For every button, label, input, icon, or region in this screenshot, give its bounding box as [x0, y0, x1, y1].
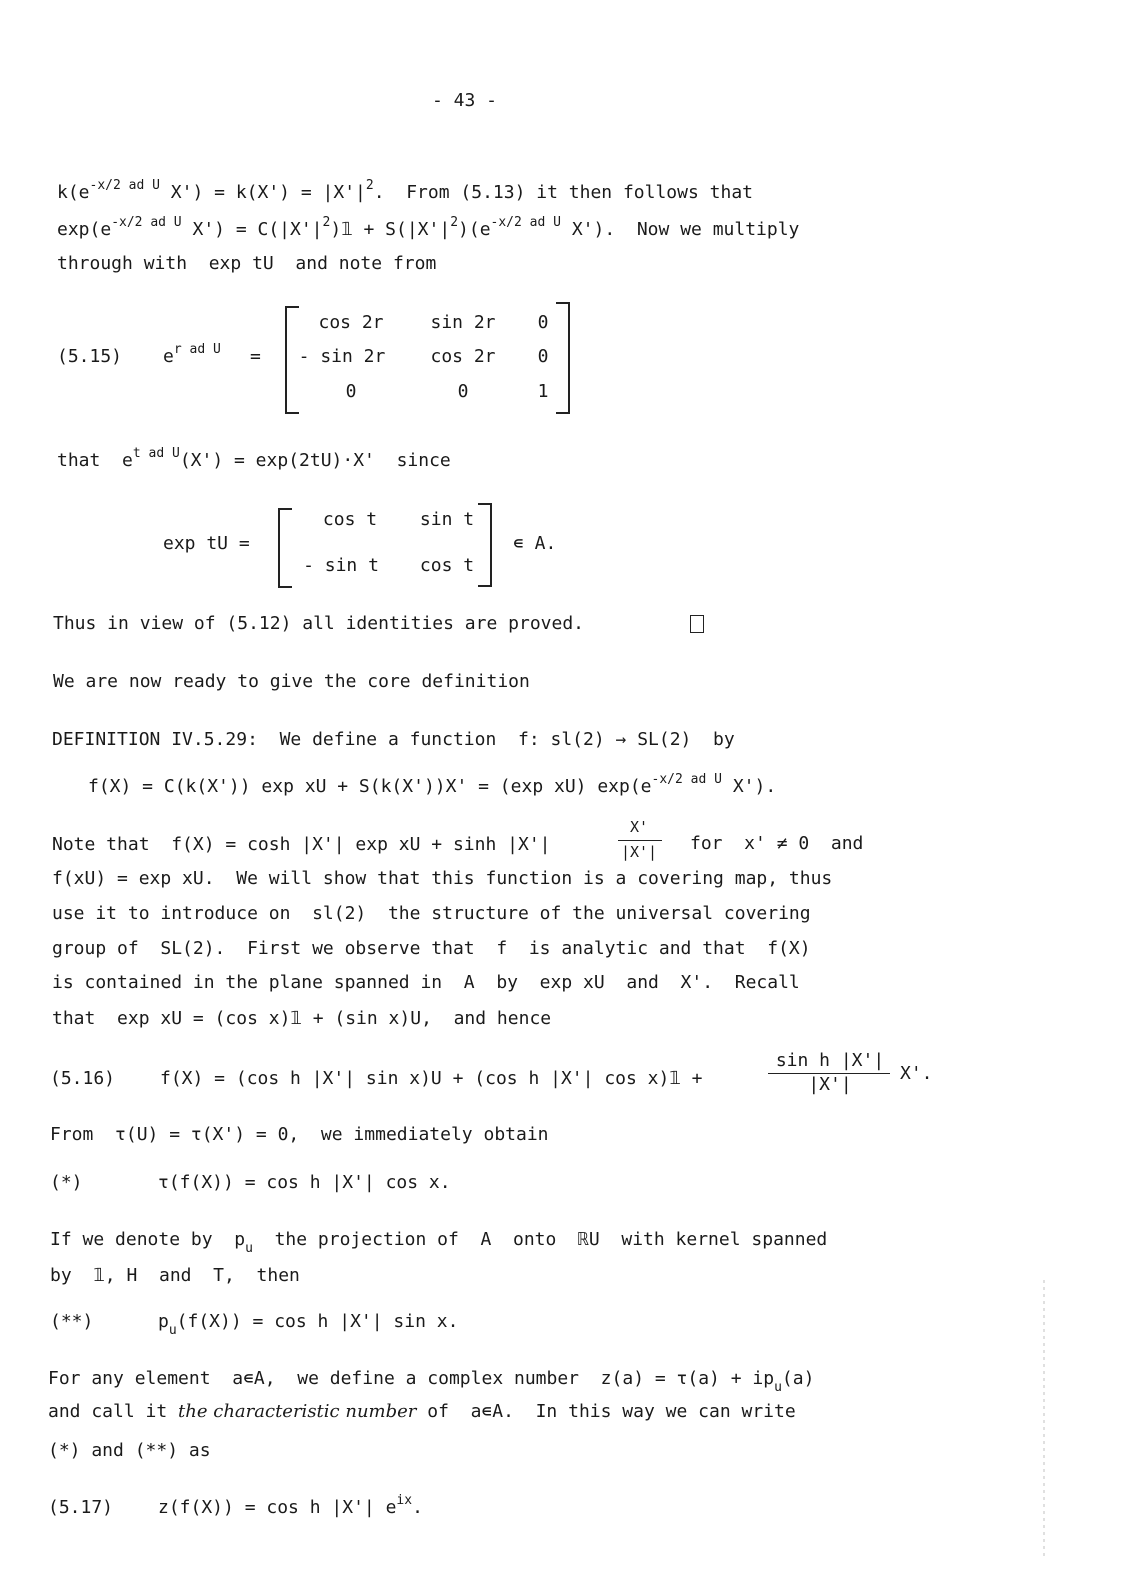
matrix-cell: cos t — [419, 555, 475, 576]
qed-box-icon — [690, 615, 704, 633]
matrix-cell: - sin 2r — [298, 346, 386, 367]
definition-formula: f(X) = C(k(X')) exp xU + S(k(X'))X' = (exp xU) $\exp(e^{-x/2 ad U}$ X'). — [88, 772, 777, 797]
text-line-1: $k(e^{-x/2 ad U}$ $X') = k(X') = |X'|^2$. From (5.13) it then follows that — [57, 178, 753, 203]
fraction-denominator: |X'| — [808, 1074, 852, 1095]
equation-body: z(f(X)) = cos h |X'| $e^{ix}$. — [158, 1493, 423, 1518]
text-line-11: use it to introduce on sl(2) the structure of the universal covering — [52, 903, 811, 924]
equation-body: f(X) = (cos h |X'| sin x)U + (cos h |X'| cos x)𝟙 + — [160, 1068, 703, 1089]
matrix-cell: cos 2r — [318, 312, 384, 333]
text-line-18: For any element a∊A, we define a complex number $z(a) = \tau(a) + ip_u(a)$ — [48, 1368, 815, 1395]
matrix-cell: - sin t — [303, 555, 379, 576]
matrix-cell: sin t — [419, 509, 475, 530]
text-line-2: $\exp(e^{-x/2 ad U}$ $X') = C(|X'|^2)𝟙 + S(|X'|^2)(e^{-x/2 ad U}$ X'). Now we multiply — [57, 215, 800, 240]
text-line-10: f(xU) = exp xU. We will show that this function is a covering map, thus — [52, 868, 833, 889]
text-line-12: group of SL(2). First we observe that f is analytic and that f(X) — [52, 938, 811, 959]
equation-label: (*) — [50, 1172, 83, 1193]
equals-sign: = — [250, 346, 261, 367]
fraction-numerator: sin h |X'| — [775, 1050, 885, 1071]
matrix-cell: 0 — [537, 346, 549, 367]
matrix-cell: 0 — [345, 381, 357, 402]
matrix-cell: 0 — [537, 312, 549, 333]
text-line-14: that exp xU = (cos x)𝟙 + (sin x)U, and hence — [52, 1008, 552, 1029]
equation-rhs: ∊ A. — [513, 533, 557, 554]
equation-label: (5.16) — [50, 1068, 116, 1089]
page-number: - 43 - — [432, 90, 498, 111]
matrix-cell: sin 2r — [430, 312, 496, 333]
text-line-3: through with exp tU and note from — [57, 253, 437, 274]
text-line-4: that $e^{t ad U}(X') = \exp(2tU)\cdot X'$ since — [57, 446, 451, 471]
emphasized-term: the characteristic number — [178, 1401, 417, 1422]
text-line-13: is contained in the plane spanned in A by exp xU and X'. Recall — [52, 972, 800, 993]
text-line-5: Thus in view of (5.12) all identities are proved. — [53, 613, 585, 634]
equation-double-star: $p_u(f(X)) = \cos h$ |X'| sin x. — [158, 1311, 459, 1338]
text-line-9: Note that f(X) = cosh |X'| exp xU + sinh |X'| — [52, 834, 551, 855]
matrix-left-bracket — [278, 508, 292, 588]
equation-label: (5.17) — [48, 1497, 114, 1518]
text-line-20: (*) and (**) as — [48, 1440, 211, 1461]
text-line-15: From τ(U) = τ(X') = 0, we immediately obtain — [50, 1124, 549, 1145]
matrix-cell: cos 2r — [430, 346, 496, 367]
matrix-cell: 0 — [457, 381, 469, 402]
text-line-16: If we denote by $p_u$ the projection of A onto ℝU with kernel spanned — [50, 1229, 828, 1256]
equation-tail: X'. — [900, 1063, 933, 1084]
text-line-17: by 𝟙, H and T, then — [50, 1265, 300, 1286]
text-line-9b: for x' ≠ 0 and — [690, 833, 864, 854]
definition-heading: DEFINITION IV.5.29: We define a function f: sl(2) → SL(2) by — [52, 729, 735, 750]
text-line-6: We are now ready to give the core definition — [53, 671, 530, 692]
fraction-bar — [618, 840, 662, 841]
scan-margin-artifact — [1043, 1280, 1045, 1560]
matrix-cell: cos t — [322, 509, 378, 530]
equation-lhs: $e^{r ad U}$ — [163, 342, 221, 367]
matrix-cell: 1 — [537, 381, 549, 402]
fraction-numerator: X' — [629, 818, 649, 836]
fraction-denominator: |X'| — [620, 843, 658, 861]
equation-star: τ(f(X)) = cos h |X'| cos x. — [158, 1172, 451, 1193]
equation-lhs: exp tU = — [163, 533, 250, 554]
text-line-19: and call it the characteristic number of a∊A. In this way we can write — [48, 1401, 796, 1422]
equation-label: (**) — [50, 1311, 94, 1332]
equation-label: (5.15) — [57, 346, 123, 367]
